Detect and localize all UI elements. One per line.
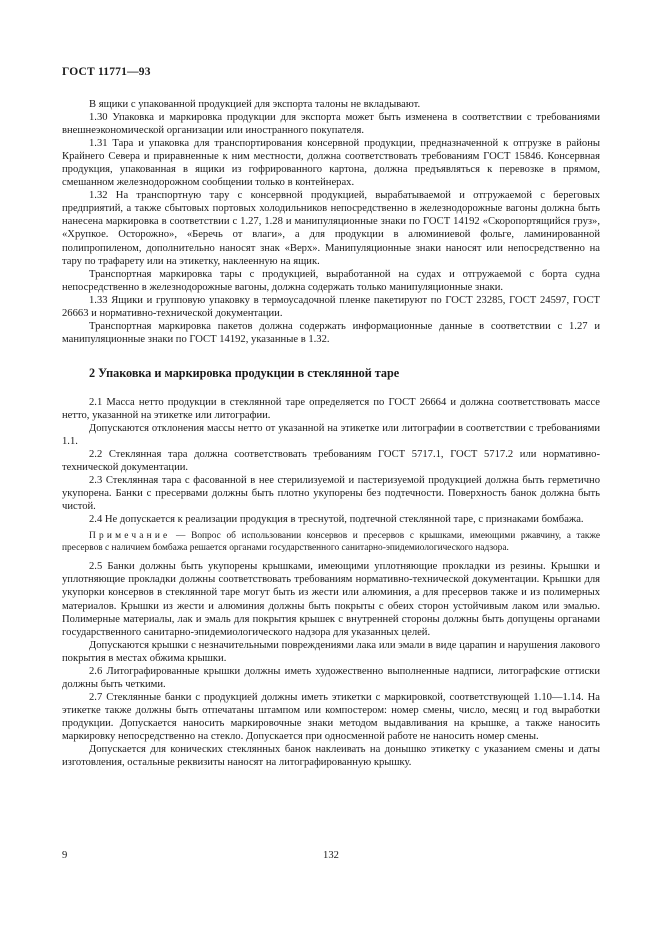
paragraph: 2.5 Банки должны быть укупорены крышками, имеющими уплотняющие прокладки из резины. Крышки и уплотняющие прокладки должны соответствовать требованиям нормативно-технической документации. Крышки для укупорки консервов в стеклянной таре могут быть из жести или алюминия, а для пресервов также и из полимерных материалов. Крышки из жести и алюминия должны быть покрыты с обеих сторон устойчивым лаком или эмалью. Полимерные материалы, лак и эмаль для покрытия крышек с внутренней стороны должны быть допущены органами государственного санитарно-эпидемиологического надзора для указанных целей. bbox=[62, 561, 600, 638]
document-page bbox=[62, 0, 600, 936]
paragraph: 2.1 Масса нетто продукции в стеклянной таре определяется по ГОСТ 26664 и должна соответствовать массе нетто, указанной на этикетке или литографии. bbox=[62, 396, 600, 421]
paragraph: 1.32 На транспортную тару с консервной продукцией, вырабатываемой и отгружаемой с береговых предприятий, а также сбытовых портовых холодильников непосредственно в железнодорожные вагоны должна быть нанесена маркировка в соответствии с 1.27, 1.28 и манипуляционные знаки по ГОСТ 14192 «Скоропортящийся груз», «Хрупкое. Осторожно», «Беречь от влаги», а для продукции в алюминиевой фольге, ламинированной полипропиленом, дополнительно наносят знак «Верх». Манипуляционные знаки наносят или непосредственно на тару по трафарету или на этикетку, наклеенную на ящик. bbox=[62, 190, 600, 267]
paragraph: Транспортная маркировка пакетов должна содержать информационные данные в соответствии с 1.27 и манипуляционные знаки по ГОСТ 14192, указанные в 1.32. bbox=[62, 320, 600, 345]
paragraph: 1.30 Упаковка и маркировка продукции для экспорта может быть изменена в соответствии с требованиями внешнеэкономической организации или иностранного покупателя. bbox=[62, 112, 600, 137]
footer-page-number: 132 bbox=[323, 850, 339, 861]
paragraph: 2.3 Стеклянная тара с фасованной в нее стерилизуемой и пастеризуемой продукцией должна быть герметично укупорена. Банки с пресервами должны быть плотно укупорены без подтечности. Поверхность банок должна быть чистой. bbox=[62, 475, 600, 513]
paragraph: 1.33 Ящики и групповую упаковку в термоусадочной пленке пакетируют по ГОСТ 23285, ГОСТ 24597, ГОСТ 26663 и нормативно-технической документации. bbox=[62, 294, 600, 319]
page-header-standard-number: ГОСТ 11771—93 bbox=[62, 66, 151, 78]
paragraph: Транспортная маркировка тары с продукцией, выработанной на судах и отгружаемой с борта судна непосредственно в железнодорожные вагоны, должна содержать только манипуляционные знаки. bbox=[62, 268, 600, 293]
paragraph: 2.7 Стеклянные банки с продукцией должны иметь этикетки с маркировкой, соответствующей 1.10—1.14. На этикетке также должны быть отпечатаны штампом или компостером: номер смены, число, месяц и год выработки продукции. Допускается наносить маркировочные знаки методом выдавливания на крышке, а также наносить маркировку непосредственно на стекло. Допускается при односменной работе не наносить номер смены. bbox=[62, 691, 600, 742]
paragraph: Допускаются крышки с незначительными повреждениями лака или эмали в виде царапин и нарушения лакового покрытия в местах обжима крышки. bbox=[62, 639, 600, 664]
paragraph: 2.2 Стеклянная тара должна соответствовать требованиям ГОСТ 5717.1, ГОСТ 5717.2 или нормативно-технической документации. bbox=[62, 449, 600, 474]
document-body bbox=[62, 98, 600, 769]
note-label: Примечание bbox=[89, 531, 171, 542]
section-heading: 2 Упаковка и маркировка продукции в стеклянной таре bbox=[89, 365, 400, 380]
note-text: — Вопрос об использовании консервов и пресервов с крышками, имеющими ржавчину, а также пресервов с наличием бомбажа решается органами государственного санитарно-эпидемиологического надзора. bbox=[62, 531, 600, 554]
note bbox=[62, 530, 600, 554]
paragraph: В ящики с упакованной продукцией для экспорта талоны не вкладывают. bbox=[89, 99, 421, 110]
paragraph: 2.4 Не допускается к реализации продукция в треснутой, подтечной стеклянной таре, с признаками бомбажа. bbox=[89, 514, 584, 526]
footer-sheet-number: 9 bbox=[62, 850, 68, 861]
paragraph: 2.6 Литографированные крышки должны иметь художественно выполненные надписи, литографские оттиски должны быть четкими. bbox=[62, 665, 600, 690]
paragraph: Допускается для конических стеклянных банок наклеивать на донышко этикетку с указанием смены и даты изготовления, остальные реквизиты наносят на литографированную крышку. bbox=[62, 744, 600, 769]
paragraph: Допускаются отклонения массы нетто от указанной на этикетке или литографии в соответствии с требованиями 1.1. bbox=[62, 422, 600, 448]
paragraph: 1.31 Тара и упаковка для транспортирования консервной продукции, предназначенной к отгрузке в районы Крайнего Севера и приравненные к ним местности, должна соответствовать требованиям ГОСТ 15846. Консервная продукция, упакованная в ящики из гофрированного картона, должна предъявляться к перевозке в прямом, смешанном железнодорожном сообщении только в контейнерах. bbox=[62, 138, 600, 189]
